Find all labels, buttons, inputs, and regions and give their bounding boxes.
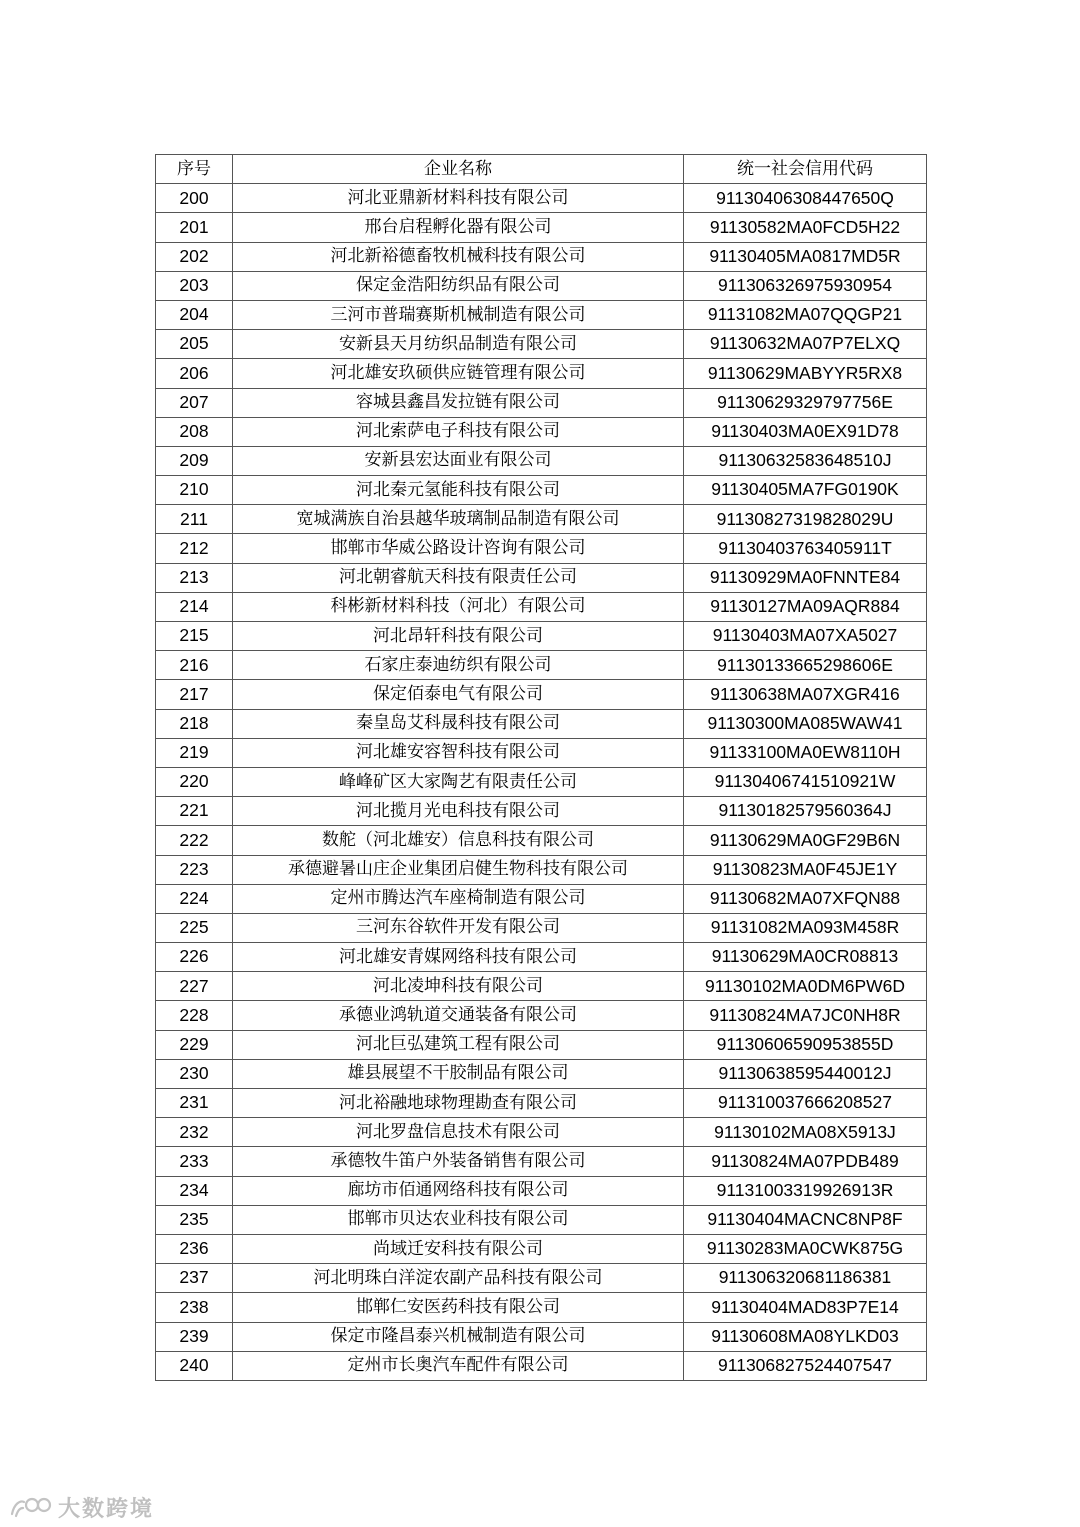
row-credit-code: 91130403763405911T [684, 534, 927, 563]
row-company-name: 承德避暑山庄企业集团启健生物科技有限公司 [233, 855, 684, 884]
table-row [156, 213, 927, 242]
row-company-name: 容城县鑫昌发拉链有限公司 [233, 388, 684, 417]
table-row [156, 1234, 927, 1263]
row-company-name: 河北揽月光电科技有限公司 [233, 797, 684, 826]
row-index: 220 [156, 767, 233, 796]
row-company-name: 河北雄安容智科技有限公司 [233, 738, 684, 767]
row-company-name: 秦皇岛艾科晟科技有限公司 [233, 709, 684, 738]
row-index: 211 [156, 505, 233, 534]
row-credit-code: 91130638MA07XGR416 [684, 680, 927, 709]
row-index: 202 [156, 242, 233, 271]
row-company-name: 雄县展望不干胶制品有限公司 [233, 1059, 684, 1088]
row-index: 238 [156, 1293, 233, 1322]
row-company-name: 峰峰矿区大家陶艺有限责任公司 [233, 767, 684, 796]
table-row [156, 505, 927, 534]
row-credit-code: 91130824MA07PDB489 [684, 1147, 927, 1176]
row-index: 204 [156, 300, 233, 329]
row-credit-code: 91130608MA08YLKD03 [684, 1322, 927, 1351]
row-index: 222 [156, 826, 233, 855]
table-row [156, 1322, 927, 1351]
row-company-name: 邯郸市贝达农业科技有限公司 [233, 1205, 684, 1234]
table-row [156, 855, 927, 884]
table-row [156, 1293, 927, 1322]
row-index: 213 [156, 563, 233, 592]
row-credit-code: 91130638595440012J [684, 1059, 927, 1088]
row-company-name: 河北明珠白洋淀农副产品科技有限公司 [233, 1264, 684, 1293]
table-row [156, 1118, 927, 1147]
row-company-name: 定州市长奥汽车配件有限公司 [233, 1351, 684, 1380]
row-company-name: 河北新裕德畜牧机械科技有限公司 [233, 242, 684, 271]
row-credit-code: 91130406741510921W [684, 767, 927, 796]
row-company-name: 廊坊市佰通网络科技有限公司 [233, 1176, 684, 1205]
row-company-name: 石家庄泰迪纺织有限公司 [233, 651, 684, 680]
watermark-brand: 大数跨境 [58, 1496, 155, 1522]
row-company-name: 科彬新材料科技（河北）有限公司 [233, 592, 684, 621]
row-index: 224 [156, 884, 233, 913]
table-row [156, 388, 927, 417]
row-credit-code: 91130405MA7FG0190K [684, 476, 927, 505]
row-credit-code: 91130827319828029U [684, 505, 927, 534]
table-row [156, 622, 927, 651]
row-credit-code: 91130403MA07XA5027 [684, 622, 927, 651]
row-index: 231 [156, 1089, 233, 1118]
row-index: 210 [156, 476, 233, 505]
row-index: 228 [156, 1001, 233, 1030]
table-row [156, 563, 927, 592]
row-index: 218 [156, 709, 233, 738]
row-credit-code: 911306326975930954 [684, 271, 927, 300]
table-row [156, 300, 927, 329]
row-company-name: 保定市隆昌泰兴机械制造有限公司 [233, 1322, 684, 1351]
row-company-name: 河北雄安青媒网络科技有限公司 [233, 943, 684, 972]
watermark [8, 1490, 154, 1524]
table-row [156, 943, 927, 972]
row-index: 236 [156, 1234, 233, 1263]
row-credit-code: 91130629MABYYR5RX8 [684, 359, 927, 388]
row-company-name: 河北巨弘建筑工程有限公司 [233, 1030, 684, 1059]
row-company-name: 定州市腾达汽车座椅制造有限公司 [233, 884, 684, 913]
table-row [156, 1001, 927, 1030]
row-index: 206 [156, 359, 233, 388]
row-index: 205 [156, 330, 233, 359]
table-row [156, 826, 927, 855]
row-credit-code: 91130629329797756E [684, 388, 927, 417]
table-row [156, 972, 927, 1001]
row-company-name: 邯郸仁安医药科技有限公司 [233, 1293, 684, 1322]
row-credit-code: 91133100MA0EW8110H [684, 738, 927, 767]
header-credit-code: 统一社会信用代码 [684, 155, 927, 184]
row-index: 225 [156, 913, 233, 942]
row-index: 234 [156, 1176, 233, 1205]
table-row [156, 1205, 927, 1234]
header-index: 序号 [156, 155, 233, 184]
row-credit-code: 91130606590953855D [684, 1030, 927, 1059]
row-company-name: 三河东谷软件开发有限公司 [233, 913, 684, 942]
table-row [156, 1264, 927, 1293]
row-company-name: 河北昂轩科技有限公司 [233, 622, 684, 651]
company-table [155, 154, 927, 1381]
row-credit-code: 91130632583648510J [684, 446, 927, 475]
table-row [156, 1176, 927, 1205]
row-index: 237 [156, 1264, 233, 1293]
row-index: 239 [156, 1322, 233, 1351]
table-row [156, 534, 927, 563]
row-company-name: 河北秦元氢能科技有限公司 [233, 476, 684, 505]
table-row [156, 797, 927, 826]
row-credit-code: 91131082MA093M458R [684, 913, 927, 942]
row-index: 209 [156, 446, 233, 475]
table-row [156, 1030, 927, 1059]
table-row [156, 330, 927, 359]
row-credit-code: 91130824MA7JC0NH8R [684, 1001, 927, 1030]
row-index: 207 [156, 388, 233, 417]
row-index: 214 [156, 592, 233, 621]
row-company-name: 河北索萨电子科技有限公司 [233, 417, 684, 446]
row-credit-code: 91130629MA0GF29B6N [684, 826, 927, 855]
row-index: 229 [156, 1030, 233, 1059]
row-credit-code: 911306320681186381 [684, 1264, 927, 1293]
row-company-name: 邢台启程孵化器有限公司 [233, 213, 684, 242]
row-credit-code: 911306827524407547 [684, 1351, 927, 1380]
row-credit-code: 91130405MA0817MD5R [684, 242, 927, 271]
table-row [156, 767, 927, 796]
row-company-name: 河北裕融地球物理勘查有限公司 [233, 1089, 684, 1118]
row-credit-code: 91131082MA07QQGP21 [684, 300, 927, 329]
row-company-name: 安新县天月纺织品制造有限公司 [233, 330, 684, 359]
row-credit-code: 91130404MACNC8NP8F [684, 1205, 927, 1234]
table-row [156, 913, 927, 942]
table-row [156, 709, 927, 738]
row-credit-code: 91130403MA0EX91D78 [684, 417, 927, 446]
row-index: 235 [156, 1205, 233, 1234]
table-row [156, 476, 927, 505]
row-company-name: 数舵（河北雄安）信息科技有限公司 [233, 826, 684, 855]
row-index: 216 [156, 651, 233, 680]
row-index: 201 [156, 213, 233, 242]
row-index: 223 [156, 855, 233, 884]
table-row [156, 738, 927, 767]
table-row [156, 271, 927, 300]
table-row [156, 242, 927, 271]
row-credit-code: 91130682MA07XFQN88 [684, 884, 927, 913]
row-company-name: 保定金浩阳纺织品有限公司 [233, 271, 684, 300]
table-row [156, 417, 927, 446]
row-credit-code: 91130300MA085WAW41 [684, 709, 927, 738]
table-body [156, 184, 927, 1381]
row-credit-code: 91130629MA0CR08813 [684, 943, 927, 972]
row-credit-code: 91130632MA07P7ELXQ [684, 330, 927, 359]
row-company-name: 承德业鸿轨道交通装备有限公司 [233, 1001, 684, 1030]
row-company-name: 尚域迁安科技有限公司 [233, 1234, 684, 1263]
row-credit-code: 91130582MA0FCD5H22 [684, 213, 927, 242]
row-credit-code: 91130283MA0CWK875G [684, 1234, 927, 1263]
table-row [156, 680, 927, 709]
row-credit-code: 91130406308447650Q [684, 184, 927, 213]
row-index: 240 [156, 1351, 233, 1380]
header-company-name: 企业名称 [233, 155, 684, 184]
row-credit-code: 91130404MAD83P7E14 [684, 1293, 927, 1322]
row-credit-code: 91130102MA08X5913J [684, 1118, 927, 1147]
row-company-name: 安新县宏达面业有限公司 [233, 446, 684, 475]
row-credit-code: 91130929MA0FNNTE84 [684, 563, 927, 592]
row-index: 215 [156, 622, 233, 651]
table-row [156, 446, 927, 475]
logo-icon [8, 1492, 52, 1522]
row-credit-code: 91130823MA0F45JE1Y [684, 855, 927, 884]
row-company-name: 三河市普瑞赛斯机械制造有限公司 [233, 300, 684, 329]
table-row [156, 184, 927, 213]
row-index: 200 [156, 184, 233, 213]
row-index: 212 [156, 534, 233, 563]
row-credit-code: 91130127MA09AQR884 [684, 592, 927, 621]
row-credit-code: 91130133665298606E [684, 651, 927, 680]
row-credit-code: 91130102MA0DM6PW6D [684, 972, 927, 1001]
row-company-name: 河北罗盘信息技术有限公司 [233, 1118, 684, 1147]
table-row [156, 1059, 927, 1088]
row-index: 208 [156, 417, 233, 446]
table-header-row [156, 155, 927, 184]
row-company-name: 邯郸市华威公路设计咨询有限公司 [233, 534, 684, 563]
row-company-name: 河北雄安玖硕供应链管理有限公司 [233, 359, 684, 388]
table-row [156, 651, 927, 680]
row-company-name: 河北凌坤科技有限公司 [233, 972, 684, 1001]
row-index: 232 [156, 1118, 233, 1147]
table-row [156, 1351, 927, 1380]
table-row [156, 359, 927, 388]
table-row [156, 884, 927, 913]
row-index: 233 [156, 1147, 233, 1176]
row-index: 203 [156, 271, 233, 300]
row-index: 230 [156, 1059, 233, 1088]
row-index: 217 [156, 680, 233, 709]
row-company-name: 宽城满族自治县越华玻璃制品制造有限公司 [233, 505, 684, 534]
row-index: 221 [156, 797, 233, 826]
row-index: 227 [156, 972, 233, 1001]
row-credit-code: 91131003319926913R [684, 1176, 927, 1205]
table-row [156, 592, 927, 621]
row-company-name: 河北亚鼎新材料科技有限公司 [233, 184, 684, 213]
row-credit-code: 911310037666208527 [684, 1089, 927, 1118]
table-row [156, 1147, 927, 1176]
row-index: 226 [156, 943, 233, 972]
row-index: 219 [156, 738, 233, 767]
row-company-name: 承德牧牛笛户外装备销售有限公司 [233, 1147, 684, 1176]
row-company-name: 保定佰泰电气有限公司 [233, 680, 684, 709]
row-credit-code: 91130182579560364J [684, 797, 927, 826]
table-row [156, 1089, 927, 1118]
row-company-name: 河北朝睿航天科技有限责任公司 [233, 563, 684, 592]
